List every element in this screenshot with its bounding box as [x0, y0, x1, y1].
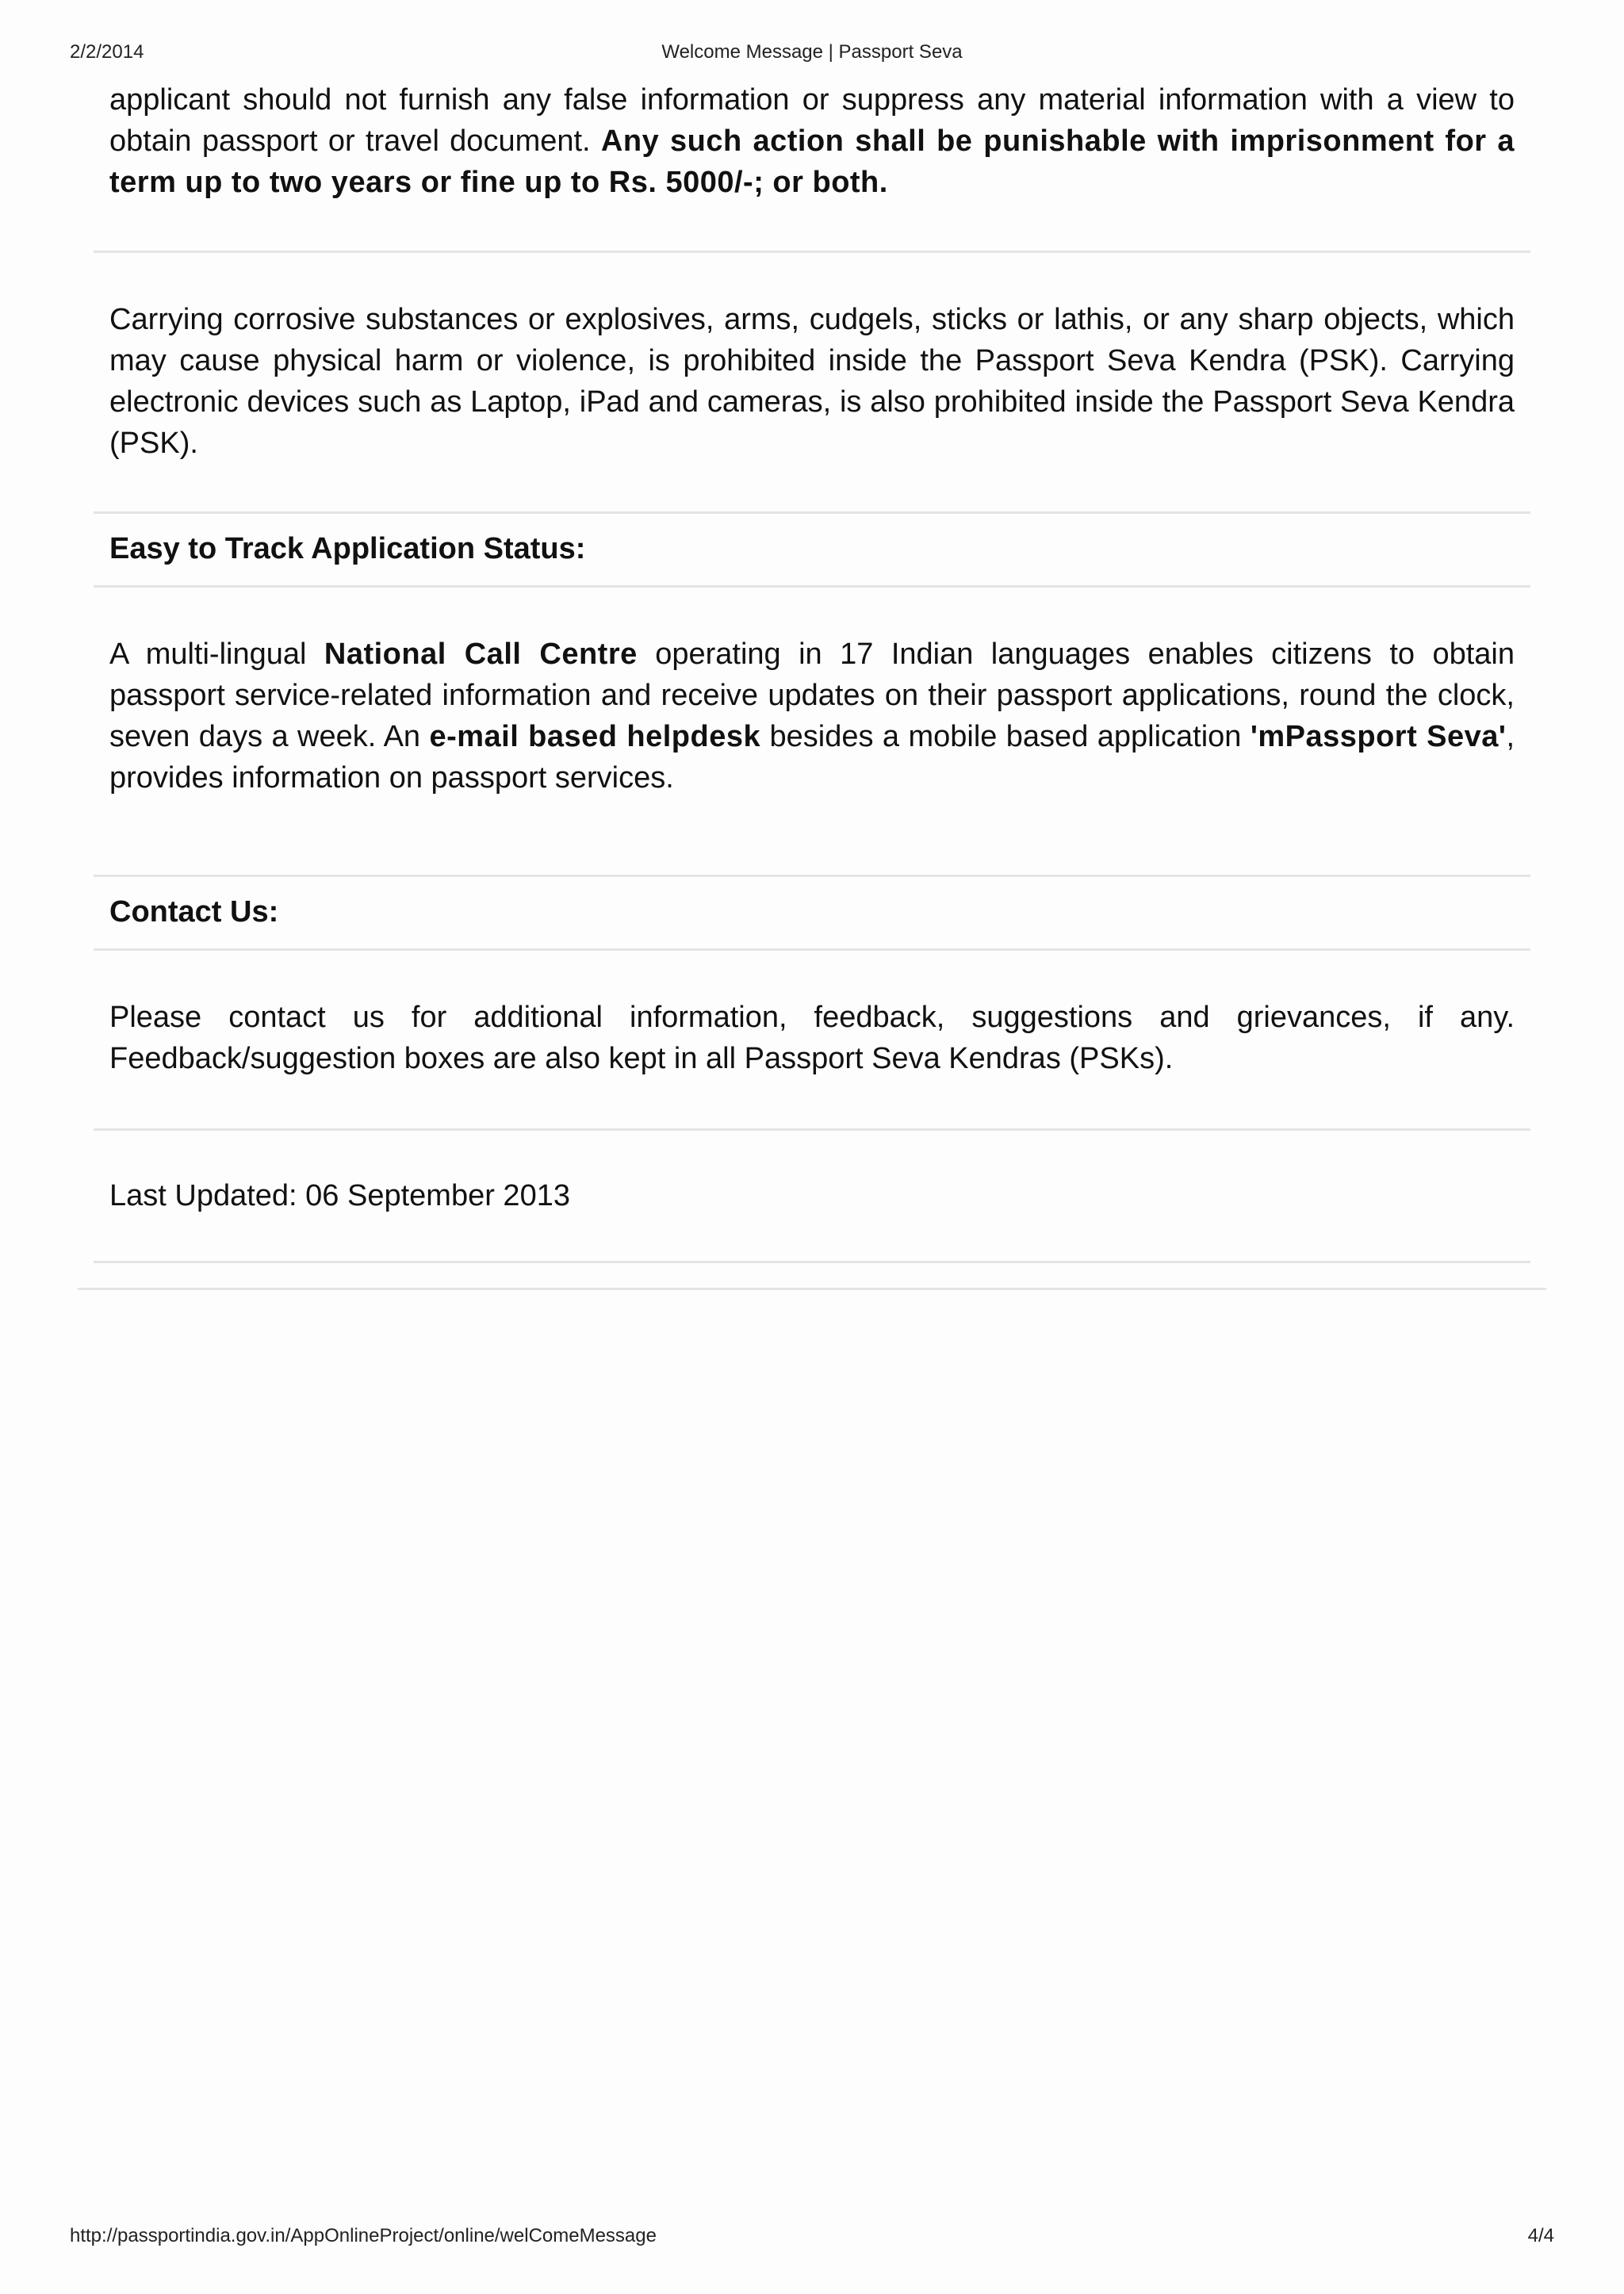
page-bottom-divider: [78, 1288, 1546, 1290]
print-date: 2/2/2014: [70, 41, 144, 63]
track-text-3: besides a mobile based application: [760, 720, 1251, 753]
print-footer: [70, 2225, 1554, 2254]
track-heading: Easy to Track Application Status:: [109, 532, 586, 565]
track-paragraph: [94, 634, 1530, 798]
section-divider: [94, 511, 1530, 514]
contact-paragraph: Please contact us for additional information, feedback, suggestions and grievances, if any. Feedback/suggestion boxes are also kept in all Passport Seva Kendras (PSKs).: [109, 1001, 1515, 1075]
section-divider: [94, 1128, 1530, 1131]
warning-paragraph: [94, 79, 1530, 203]
section-divider: [94, 585, 1530, 588]
section-divider: [94, 948, 1530, 951]
last-updated: Last Updated: 06 September 2013: [109, 1179, 570, 1212]
warning-bold-text: Any such action shall be punishable with imprisonment for a term up to two years or fine up to Rs. 5000/-; or both.: [109, 124, 1515, 199]
warning-text: applicant should not furnish any false information or suppress any material information with a view to obtain passport or travel document.: [109, 83, 1515, 158]
page-number: 4/4: [1527, 2225, 1554, 2246]
national-call-centre: National Call Centre: [324, 638, 638, 671]
track-text-4: , provides information on passport services.: [109, 720, 1515, 795]
mpassport-seva: 'mPassport Seva': [1250, 720, 1507, 753]
page-content: [94, 71, 1530, 1263]
prohibited-paragraph: Carrying corrosive substances or explosives, arms, cudgels, sticks or lathis, or any sharp objects, which may cause physical harm or violence, is prohibited inside the Passport Seva Kendra (PSK). Carrying electronic devices such as Laptop, iPad and cameras, is also prohibited inside the Passport Seva Kendra (PSK).: [109, 303, 1515, 460]
track-text-1: A multi-lingual: [109, 638, 324, 671]
section-divider: [94, 251, 1530, 253]
contact-heading: Contact Us:: [109, 895, 279, 929]
track-text-2: operating in 17 Indian languages enables citizens to obtain passport service-related information and receive updates on their passport applications, round the clock, seven days a week. An: [109, 638, 1515, 753]
email-helpdesk: e-mail based helpdesk: [429, 720, 761, 753]
print-title: Welcome Message | Passport Seva: [661, 41, 963, 63]
print-url: http://passportindia.gov.in/AppOnlineProject/online/welComeMessage: [70, 2225, 657, 2246]
print-header: [70, 41, 1554, 70]
section-divider: [94, 875, 1530, 877]
section-divider: [94, 1261, 1530, 1263]
